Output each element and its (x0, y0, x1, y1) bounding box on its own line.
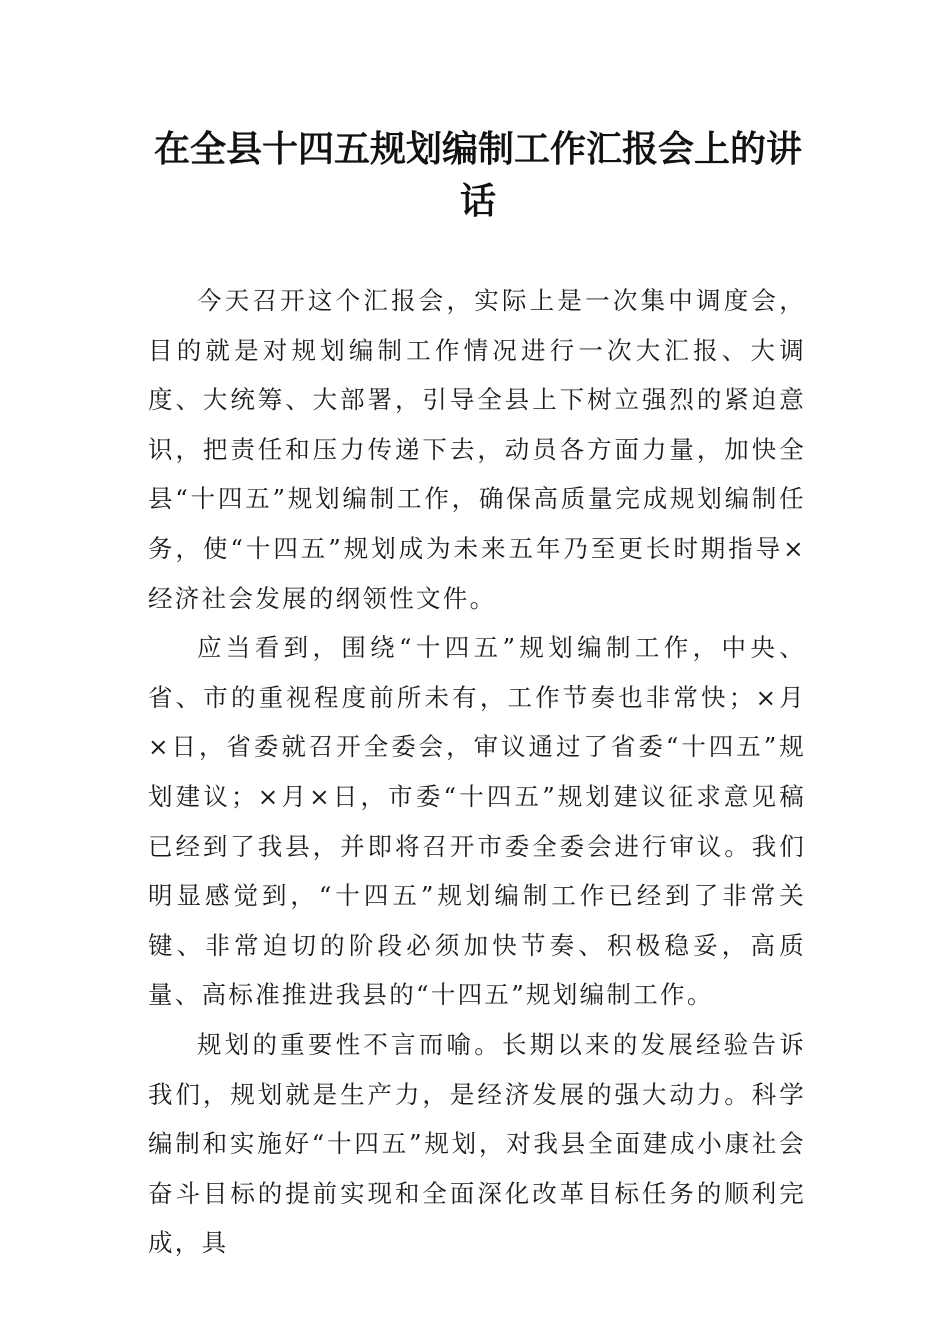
document-title: 在全县十四五规划编制工作汇报会上的讲话 (153, 129, 802, 222)
paragraph-3: 规划的重要性不言而喻。长期以来的发展经验告诉我们，规划就是生产力，是经济发展的强大动力。科学编制和实施好“十四五”规划，对我县全面建成小康社会奋斗目标的提前实现和全面深化改革目标任务的顺利完成，具 (148, 1029, 806, 1258)
paragraph-1: 今天召开这个汇报会，实际上是一次集中调度会，目的就是对规划编制工作情况进行一次大汇报、大调度、大统筹、大部署，引导全县上下树立强烈的紧迫意识，把责任和压力传递下去，动员各方面力量，加快全县“十四五”规划编制工作，确保高质量完成规划编制任务，使“十四五”规划成为未来五年乃至更长时期指导×经济社会发展的纲领性文件。 (148, 286, 806, 613)
paragraph-2: 应当看到，围绕“十四五”规划编制工作，中央、省、市的重视程度前所未有，工作节奏也非常快；×月×日，省委就召开全委会，审议通过了省委“十四五”规划建议；×月×日，市委“十四五”规划建议征求意见稿已经到了我县，并即将召开市委全委会进行审议。我们明显感觉到，“十四五”规划编制工作已经到了非常关键、非常迫切的阶段必须加快节奏、积极稳妥，高质量、高标准推进我县的“十四五”规划编制工作。 (148, 633, 806, 1010)
document-body (148, 276, 806, 1268)
